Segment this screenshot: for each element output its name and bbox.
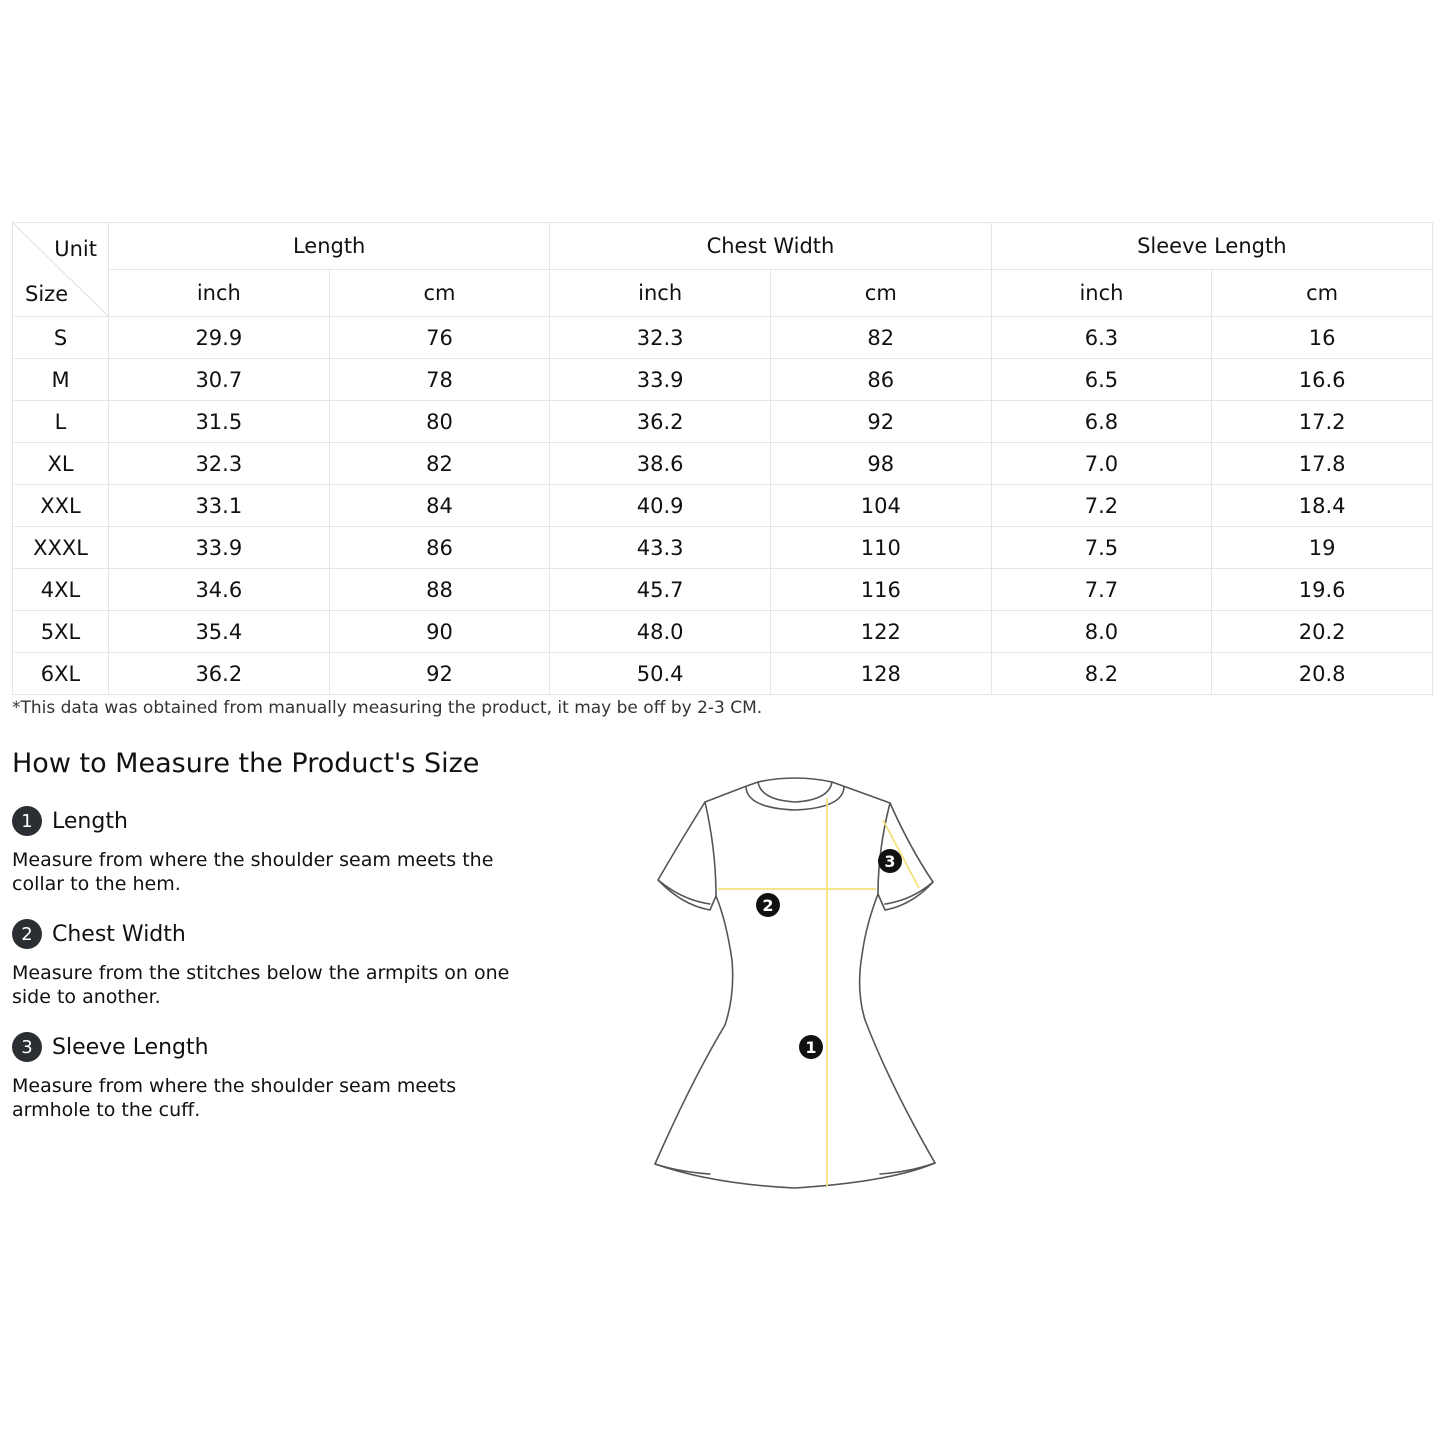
howto-title: How to Measure the Product's Size [12, 748, 480, 779]
value-cell: 110 [770, 527, 991, 569]
size-cell: S [13, 317, 109, 359]
size-cell: 6XL [13, 653, 109, 695]
step-title: Chest Width [52, 921, 186, 947]
value-cell: 82 [770, 317, 991, 359]
value-cell: 50.4 [550, 653, 771, 695]
value-cell: 116 [770, 569, 991, 611]
value-cell: 6.8 [991, 401, 1212, 443]
value-cell: 33.9 [109, 527, 330, 569]
value-cell: 92 [770, 401, 991, 443]
size-cell: 5XL [13, 611, 109, 653]
value-cell: 78 [329, 359, 550, 401]
table-row [13, 317, 1433, 359]
table-row [13, 527, 1433, 569]
value-cell: 45.7 [550, 569, 771, 611]
corner-size-label: Size [25, 282, 69, 306]
size-cell: XXL [13, 485, 109, 527]
unit-header: inch [109, 270, 330, 317]
step-chest-width [12, 918, 512, 1009]
step-number-badge: 3 [12, 1032, 42, 1062]
unit-header: cm [1212, 270, 1433, 317]
value-cell: 31.5 [109, 401, 330, 443]
group-header-length: Length [109, 223, 550, 270]
table-row [13, 611, 1433, 653]
dress-measurement-diagram [640, 770, 950, 1200]
step-number-badge: 1 [12, 806, 42, 836]
value-cell: 6.3 [991, 317, 1212, 359]
value-cell: 20.8 [1212, 653, 1433, 695]
measurement-footnote: *This data was obtained from manually measuring the product, it may be off by 2-3 CM. [12, 698, 763, 718]
table-row [13, 569, 1433, 611]
value-cell: 6.5 [991, 359, 1212, 401]
value-cell: 35.4 [109, 611, 330, 653]
value-cell: 16.6 [1212, 359, 1433, 401]
value-cell: 7.2 [991, 485, 1212, 527]
size-cell: XXXL [13, 527, 109, 569]
step-title: Sleeve Length [52, 1034, 209, 1060]
marker-1 [799, 1035, 823, 1059]
marker-3-label: 3 [884, 852, 896, 871]
group-header-sleeve-length: Sleeve Length [991, 223, 1432, 270]
value-cell: 19 [1212, 527, 1433, 569]
value-cell: 29.9 [109, 317, 330, 359]
size-cell: M [13, 359, 109, 401]
value-cell: 43.3 [550, 527, 771, 569]
value-cell: 122 [770, 611, 991, 653]
table-corner-header [13, 223, 109, 317]
value-cell: 76 [329, 317, 550, 359]
value-cell: 40.9 [550, 485, 771, 527]
value-cell: 8.2 [991, 653, 1212, 695]
value-cell: 36.2 [550, 401, 771, 443]
step-description: Measure from where the shoulder seam meets the collar to the hem. [12, 849, 494, 895]
value-cell: 7.5 [991, 527, 1212, 569]
value-cell: 88 [329, 569, 550, 611]
step-description: Measure from the stitches below the armpits on one side to another. [12, 962, 510, 1008]
value-cell: 82 [329, 443, 550, 485]
unit-header: cm [770, 270, 991, 317]
value-cell: 98 [770, 443, 991, 485]
size-cell: XL [13, 443, 109, 485]
value-cell: 30.7 [109, 359, 330, 401]
value-cell: 19.6 [1212, 569, 1433, 611]
value-cell: 36.2 [109, 653, 330, 695]
value-cell: 7.0 [991, 443, 1212, 485]
unit-header: cm [329, 270, 550, 317]
step-description: Measure from where the shoulder seam meets armhole to the cuff. [12, 1075, 457, 1121]
size-cell: 4XL [13, 569, 109, 611]
step-title: Length [52, 808, 128, 834]
value-cell: 34.6 [109, 569, 330, 611]
value-cell: 32.3 [550, 317, 771, 359]
table-body [13, 317, 1433, 695]
table-row [13, 653, 1433, 695]
marker-2 [756, 893, 780, 917]
table-row [13, 443, 1433, 485]
table-row [13, 485, 1433, 527]
table-row [13, 401, 1433, 443]
size-cell: L [13, 401, 109, 443]
value-cell: 38.6 [550, 443, 771, 485]
value-cell: 18.4 [1212, 485, 1433, 527]
value-cell: 80 [329, 401, 550, 443]
value-cell: 90 [329, 611, 550, 653]
value-cell: 86 [329, 527, 550, 569]
value-cell: 84 [329, 485, 550, 527]
unit-header: inch [991, 270, 1212, 317]
value-cell: 33.1 [109, 485, 330, 527]
value-cell: 33.9 [550, 359, 771, 401]
marker-3 [878, 849, 902, 873]
value-cell: 7.7 [991, 569, 1212, 611]
value-cell: 16 [1212, 317, 1433, 359]
group-header-chest-width: Chest Width [550, 223, 991, 270]
marker-2-label: 2 [762, 896, 774, 915]
table-row [13, 359, 1433, 401]
value-cell: 92 [329, 653, 550, 695]
value-cell: 104 [770, 485, 991, 527]
step-sleeve-length [12, 1031, 512, 1122]
unit-header: inch [550, 270, 771, 317]
value-cell: 48.0 [550, 611, 771, 653]
value-cell: 8.0 [991, 611, 1212, 653]
marker-1-label: 1 [805, 1038, 817, 1057]
value-cell: 128 [770, 653, 991, 695]
value-cell: 32.3 [109, 443, 330, 485]
step-length [12, 805, 512, 896]
value-cell: 86 [770, 359, 991, 401]
value-cell: 17.8 [1212, 443, 1433, 485]
corner-unit-label: Unit [54, 237, 97, 261]
value-cell: 17.2 [1212, 401, 1433, 443]
value-cell: 20.2 [1212, 611, 1433, 653]
size-chart-table [12, 222, 1433, 695]
step-number-badge: 2 [12, 919, 42, 949]
